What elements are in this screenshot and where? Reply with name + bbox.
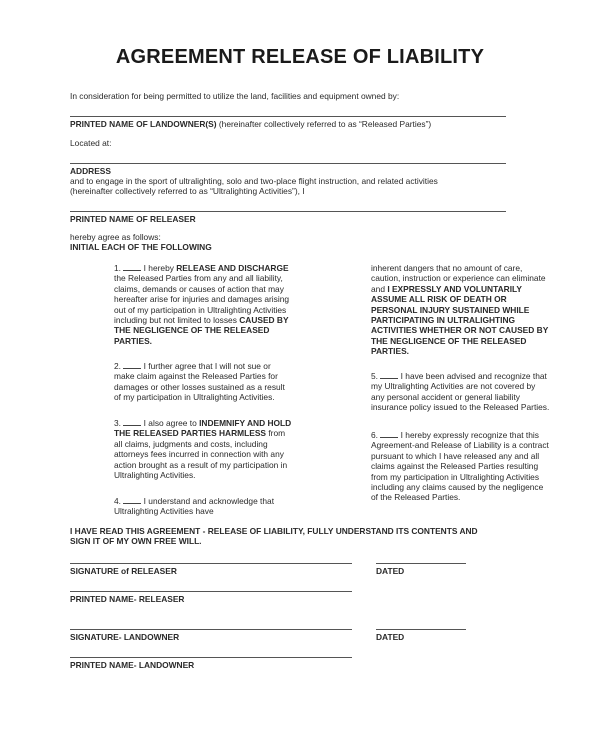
clause-3 [114,418,292,480]
printed-releaser-line[interactable] [70,591,352,592]
clause-3-bold: INDEMNIFY AND HOLD THE RELEASED PARTIES HARMLESS [114,418,292,439]
clause-3-text: from all claims, judgments and costs, including attorneys fees incurred in connection with any action brought as a result of my participation in Ultralighting Activities. [114,428,288,481]
printed-releaser-label: PRINTED NAME- RELEASER [70,594,185,604]
initial-blank[interactable] [123,496,141,504]
hereby-text: hereby agree as follows: [70,232,161,242]
date-line-2[interactable] [376,629,466,630]
acknowledge-text-1: I HAVE READ THIS AGREEMENT - RELEASE OF LIABILITY, FULLY UNDERSTAND ITS CONTENTS AND [70,526,478,536]
initial-each-heading: INITIAL EACH OF THE FOLLOWING [70,242,212,252]
landowner-signature-line[interactable] [70,629,352,630]
clause-2-number: 2. [114,361,121,371]
initial-blank[interactable] [123,418,141,426]
date-line-1[interactable] [376,563,466,564]
clause-6-text: I hereby expressly recognize that this Agreement-and Release of Liability is a contract pursuant to which I have released any and all claims against the Released Parties resulting from my participation in Ultralighting Activities including any claims caused by the negligence of the Released Parties. [371,430,549,503]
releaser-signature-line[interactable] [70,563,352,564]
clause-5-text: I have been advised and recognize that my Ultralighting Activities are not covered by any personal accident or general liability insurance policy issued to the Released Parties. [371,371,550,413]
initial-blank[interactable] [123,361,141,369]
clause-1-text: the Released Parties from any and all liability, claims, demands or causes of action that may hereafter arise for injuries and damages arising out of my participation in Ultralighting Activities including but not limited to losses [114,273,290,326]
landowner-label: PRINTED NAME OF LANDOWNER(S) [70,119,217,129]
engage-text-2: (hereinafter collectively referred to as “Ultralighting Activities”), I [70,186,305,196]
clause-6-number: 6. [371,430,378,440]
initial-blank[interactable] [380,430,398,438]
engage-text-1: and to engage in the sport of ultralighting, solo and two-place flight instruction, and related activities [70,176,438,186]
landowner-name-line [70,116,506,117]
clause-6 [371,430,551,503]
landowner-suffix: (hereinafter collectively referred to as “Released Parties”) [216,119,432,129]
clause-1-bold: RELEASE AND DISCHARGE [176,263,289,273]
clause-3-pre: I also agree to [141,418,200,428]
clause-5 [371,371,551,413]
clause-4-cont-bold: I EXPRESSLY AND VOLUNTARILY ASSUME ALL RISK OF DEATH OR PERSONAL INJURY SUSTAINED WHILE PARTICIPATING IN ULTRALIGHTING ACTIVITIES WHETHER OR NOT CAUSED BY THE NEGLIGENCE OF THE RELEASED PARTIES. [371,283,549,357]
located-at-text: Located at: [70,138,112,148]
printed-landowner-line[interactable] [70,657,352,658]
clause-4-text: I understand and acknowledge that Ultralighting Activities have [114,496,275,517]
acknowledge-text-2: SIGN IT OF MY OWN FREE WILL. [70,536,202,546]
releaser-name-line [70,211,506,212]
clause-3-number: 3. [114,418,121,428]
signature-landowner-label: SIGNATURE- LANDOWNER [70,632,180,642]
releaser-label: PRINTED NAME OF RELEASER [70,214,196,224]
clause-1-number: 1. [114,263,121,273]
clause-4 [114,496,292,517]
clause-1-bold-2: CAUSED BY THE NEGLIGENCE OF THE RELEASED PARTIES. [114,315,289,346]
intro-text: In consideration for being permitted to utilize the land, facilities and equipment owned by: [70,91,400,101]
signature-releaser-label: SIGNATURE of RELEASER [70,566,177,576]
printed-landowner-label: PRINTED NAME- LANDOWNER [70,660,195,670]
dated-label-2: DATED [376,632,405,642]
clause-1 [114,263,292,346]
clause-4-cont-text: inherent dangers that no amount of care, caution, instruction or experience can eliminate and [371,263,546,294]
clause-4-number: 4. [114,496,121,506]
clause-5-number: 5. [371,371,378,381]
dated-label-1: DATED [376,566,405,576]
landowner-label-row [70,119,431,129]
address-label: ADDRESS [70,166,111,176]
clause-4-continued [371,263,551,357]
address-line [70,163,506,164]
document-title: AGREEMENT RELEASE OF LIABILITY [115,46,485,68]
initial-blank[interactable] [123,263,141,271]
initial-blank[interactable] [380,371,398,379]
clause-1-pre: I hereby [141,263,177,273]
clause-2-text: I further agree that I will not sue or make claim against the Released Parties for damages or other losses sustained as a result of my participation in Ultralighting Activities. [114,361,285,403]
clause-2 [114,361,292,403]
